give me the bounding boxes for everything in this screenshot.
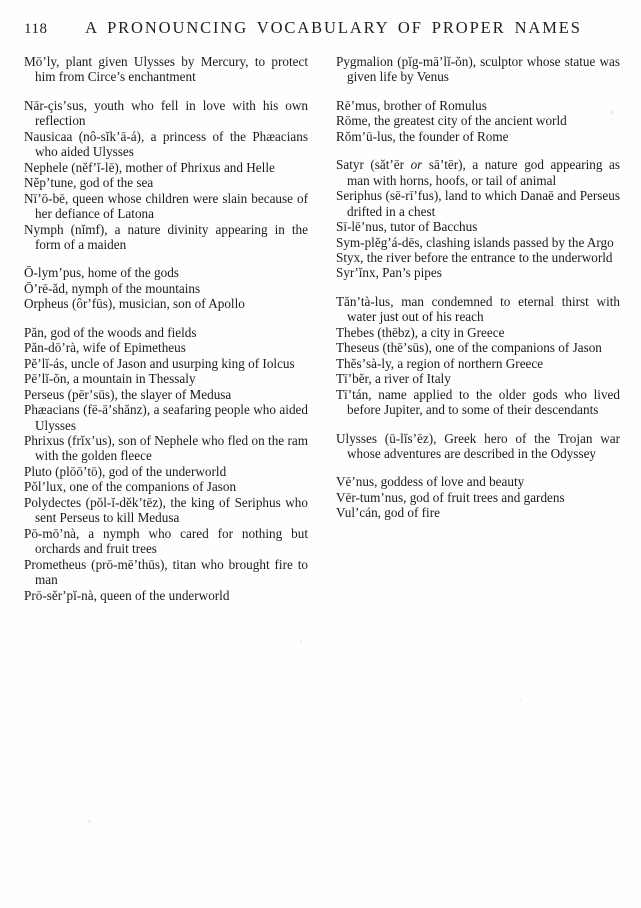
vocabulary-entry: Prometheus (prō-mēʼthūs), titan who brought fire to man — [24, 556, 308, 588]
vocabulary-entry: Seriphus (sē-rīʼfus), land to which Danaē and Perseus drifted in a chest — [336, 188, 620, 219]
vocabulary-entry: Păn-dōʼrà, wife of Epimetheus — [24, 340, 186, 356]
entry-group — [336, 157, 620, 281]
vocabulary-entry: Rēʼmus, brother of Romulus — [336, 97, 487, 113]
vocabulary-entry: Sym-plĕgʼá-dēs, clashing islands passed by the Argo — [336, 234, 614, 250]
vocabulary-entry: Rŏmʼū-lus, the founder of Rome — [336, 128, 509, 144]
vocabulary-entry: Polydectes (pŏl-ĭ-dĕkʼtēz), the king of Seriphus who sent Perseus to kill Medusa — [24, 494, 308, 526]
vocabulary-entry: Vēʼnus, goddess of love and beauty — [336, 474, 525, 490]
vocabulary-entry: Rōme, the greatest city of the ancient world — [336, 113, 567, 129]
vocabulary-entry: Pō-mōʼnà, a nymph who cared for nothing but orchards and fruit trees — [24, 525, 308, 557]
vocabulary-entry: Pĕʼlĭ-ás, uncle of Jason and usurping king of Iolcus — [24, 355, 295, 371]
vocabulary-entry: Perseus (pērʼsūs), the slayer of Medusa — [24, 386, 232, 402]
vocabulary-entry: Nīʼō-bē, queen whose children were slain because of her defiance of Latona — [24, 190, 308, 222]
vocabulary-entry: Nymph (nĭmf), a nature divinity appearing in the form of a maiden — [24, 221, 308, 252]
vocabulary-entry: Vēr-tumʼnus, god of fruit trees and gardens — [336, 489, 565, 505]
vocabulary-entry: Phrixus (frĭxʼus), son of Nephele who fled on the ram with the golden fleece — [24, 432, 308, 464]
running-head — [24, 18, 617, 44]
vocabulary-entry: Tīʼbĕr, a river of Italy — [336, 371, 451, 387]
vocabulary-entry: Styx, the river before the entrance to the underworld — [336, 249, 613, 265]
vocabulary-entry: Tănʼtà-lus, man condemned to eternal thirst with water just out of his reach — [336, 293, 620, 325]
vocabulary-entry: Pygmalion (pĭg-māʼlĭ-ŏn), sculptor whose statue was given life by Venus — [336, 54, 620, 85]
paper-speckle — [300, 640, 302, 643]
vocabulary-entry: Syrʼĭnx, Pan’s pipes — [336, 265, 442, 281]
entry-group — [24, 98, 308, 253]
vocabulary-entry: Ō-lymʼpus, home of the gods — [24, 265, 179, 281]
vocabulary-entry: Mōʼly, plant given Ulysses by Mercury, to protect him from Circe’s enchantment — [24, 54, 308, 85]
vocabulary-entry: Orpheus (ôrʼfūs), musician, son of Apollo — [24, 296, 245, 312]
vocabulary-entry: Sī-lēʼnus, tutor of Bacchus — [336, 219, 478, 235]
vocabulary-entry: Vulʼcán, god of fire — [336, 505, 440, 521]
body-columns — [24, 54, 620, 603]
vocabulary-entry: Pēʼlĭ-ŏn, a mountain in Thessaly — [24, 371, 196, 387]
vocabulary-entry: Satyr (sătʼēr or sāʼtēr), a nature god appearing as man with horns, hoofs, or tail of animal — [336, 157, 620, 188]
entry-group — [24, 265, 308, 311]
vocabulary-entry: Nĕpʼtune, god of the sea — [24, 175, 154, 191]
vocabulary-entry: Tīʼtán, name applied to the older gods who lived before Jupiter, and to some of their descendants — [336, 386, 620, 418]
vocabulary-entry: Pluto (plōōʼtō), god of the underworld — [24, 463, 227, 479]
vocabulary-entry: Nausicaa (nô-sĭkʼā-á), a princess of the Phæacians who aided Ulysses — [24, 128, 308, 160]
entry-group — [336, 431, 620, 462]
page-folio-number: 118 — [24, 21, 48, 37]
column-right — [336, 54, 620, 603]
paper-speckle — [520, 700, 522, 702]
column-left — [24, 54, 308, 603]
running-head-title: A PRONOUNCING VOCABULARY OF PROPER NAMES — [85, 18, 582, 37]
vocabulary-entry: Prō-sĕrʼpĭ-nà, queen of the underworld — [24, 587, 230, 603]
paper-speckle — [88, 820, 91, 823]
vocabulary-entry: Thebes (thēbz), a city in Greece — [336, 324, 505, 340]
vocabulary-entry: Thĕsʼsà-ly, a region of northern Greece — [336, 355, 544, 371]
entry-group — [24, 325, 308, 603]
entry-group — [336, 474, 620, 520]
vocabulary-entry: Theseus (thēʼsūs), one of the companions of Jason — [336, 340, 602, 356]
entry-group — [336, 294, 620, 418]
entry-group — [24, 54, 308, 85]
paper-speckle — [610, 110, 613, 115]
entry-group — [336, 98, 620, 144]
vocabulary-entry: Ōʼrē-ăd, nymph of the mountains — [24, 280, 201, 296]
vocabulary-entry: Nephele (nĕfʼĭ-lē), mother of Phrixus and Helle — [24, 159, 275, 175]
vocabulary-entry: Phæacians (fē-āʼshănz), a seafaring people who aided Ulysses — [24, 402, 308, 433]
vocabulary-entry: Ulysses (ū-lĭsʼēz), Greek hero of the Trojan war whose adventures are described in the Odyssey — [336, 430, 620, 461]
vocabulary-entry: Păn, god of the woods and fields — [24, 324, 197, 340]
entry-group — [336, 54, 620, 85]
vocabulary-entry: Pŏlʼlux, one of the companions of Jason — [24, 479, 237, 495]
vocabulary-entry: Nār-çisʼsus, youth who fell in love with his own reflection — [24, 97, 308, 129]
